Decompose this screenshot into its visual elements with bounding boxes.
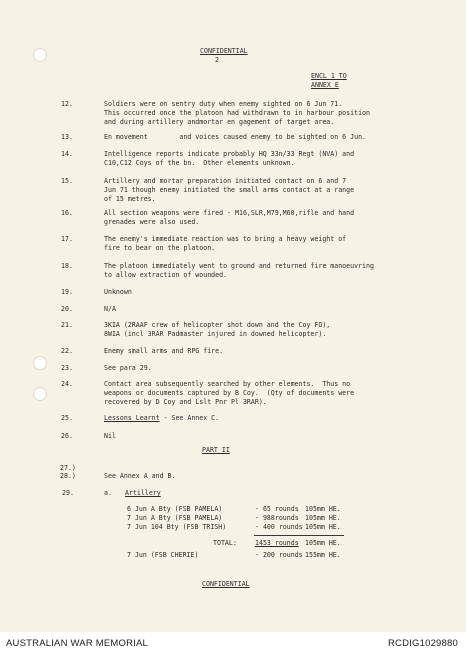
para-number: 14. <box>61 150 73 158</box>
para-line: Soldiers were on sentry duty when enemy sighted on 6 Jun 71. <box>104 100 343 108</box>
para-line: and during artillery andmortar en gagement of target area. <box>104 118 335 126</box>
para-number: 12. <box>61 100 73 108</box>
para-line: N/A <box>104 305 116 313</box>
para-line: of 15 metres. <box>104 195 156 203</box>
para-line: 8WIA (incl 3RAR Padmaster injured in downed helicopter). <box>104 330 327 338</box>
archive-reference: RCDIG1029880 <box>388 638 458 649</box>
para-line: recovered by D Coy and Lslt Pnr Pl 3RAR). <box>104 398 267 406</box>
para-line: Lessons Learnt - See Annex C. <box>104 414 220 422</box>
para-line: weapons or documents captured by B Coy. (Qty of documents were <box>104 389 355 397</box>
ammo-row-type: 105mm HE. <box>305 514 341 522</box>
para-number: 20. <box>61 305 73 313</box>
para-line: See para 29. <box>104 364 152 372</box>
para-line: Nil <box>104 432 116 440</box>
archive-name: AUSTRALIAN WAR MEMORIAL <box>6 638 149 649</box>
para-line: Enemy small arms and RPG fire. <box>104 347 224 355</box>
classification-top: CONFIDENTIAL <box>200 47 248 55</box>
ammo-row-rounds: - 988rounds <box>255 514 299 522</box>
para-number: 26. <box>61 432 73 440</box>
classification-bottom: CONFIDENTIAL <box>202 580 250 588</box>
para-number: 17. <box>61 235 73 243</box>
para-line: En movement and voices caused enemy to be sighted on 6 Jun. <box>104 133 367 141</box>
ammo-row-type: 155mm HE. <box>305 551 341 559</box>
punch-hole <box>33 356 47 370</box>
total-rule <box>254 535 344 536</box>
ammo-row-label: 7 Jun 104 Bty (FSB TRISH) <box>127 523 227 531</box>
para-line: C10,C12 Coys of the bn. Other elements unknown. <box>104 159 295 167</box>
para-line: Jun 71 though enemy initiated the small arms contact at a range <box>104 186 355 194</box>
para-line: 3KIA (2RAAF crew of helicopter shot down and the Coy FO), <box>104 321 331 329</box>
ammo-row-label: 7 Jun A Bty (FSB PAMELA) <box>127 514 223 522</box>
ammo-row-label: 6 Jun A Bty (FSB PAMELA) <box>127 505 223 513</box>
total-rounds: 1453 rounds <box>255 539 299 547</box>
part-heading: PART II <box>202 446 230 454</box>
para-number: 28.) <box>60 472 76 480</box>
sub-para-letter: a. <box>104 489 112 497</box>
para-number: 15. <box>61 177 73 185</box>
para-number: 24. <box>61 380 73 388</box>
para-line: Unknown <box>104 288 132 296</box>
page-number: 2 <box>215 56 219 64</box>
para-line: The platoon immediately went to ground and returned fire manoeuvring <box>104 262 374 270</box>
ammo-row-label: 7 Jun (FSB CHERIE) <box>127 551 199 559</box>
para-number: 22. <box>61 347 73 355</box>
para-number: 18. <box>61 262 73 270</box>
encl-label: ENCL 1 TO <box>311 72 347 80</box>
para-number: 19. <box>61 288 73 296</box>
ammo-row-type: 105mm HE. <box>305 523 341 531</box>
ammo-row-rounds: - 400 rounds <box>255 523 303 531</box>
punch-hole <box>33 387 47 401</box>
para-number: 27.) <box>60 464 76 472</box>
para-number: 29. <box>62 489 74 497</box>
para-number: 21. <box>61 321 73 329</box>
total-type: 105mm HE. <box>305 539 341 547</box>
punch-hole <box>33 48 47 62</box>
archive-footer <box>0 632 466 654</box>
para-line: fire to bear on the platoon. <box>104 244 216 252</box>
total-label: TOTAL: <box>213 539 237 547</box>
para-number: 23. <box>61 364 73 372</box>
ammo-row-rounds: - 65 rounds <box>255 505 299 513</box>
para-line: The enemy's immediate reaction was to bring a heavy weight of <box>104 235 347 243</box>
ammo-row-type: 105mm HE. <box>305 505 341 513</box>
annex-label: ANNEX E <box>311 81 339 89</box>
para-line: Contact area subsequently searched by other elements. Thus no <box>104 380 351 388</box>
para-number: 13. <box>61 133 73 141</box>
para-text: See Annex A and B. <box>104 472 176 480</box>
para-line: Intelligence reports indicate probably HQ 33n/33 Regt (NVA) and <box>104 150 355 158</box>
artillery-heading: Artillery <box>125 489 161 497</box>
para-line: This occurred once the platoon had withdrawn to in harbour position <box>104 109 370 117</box>
para-line: grenades were also used. <box>104 218 200 226</box>
para-number: 25. <box>61 414 73 422</box>
para-line: to allow extraction of wounded. <box>104 271 228 279</box>
para-line: All section weapons were fired - M16,SLR,M79,M60,rifle and hand <box>104 209 355 217</box>
para-line: Artillery and mortar preparation initiated contact on 6 and 7 <box>104 177 347 185</box>
para-number: 16. <box>61 209 73 217</box>
ammo-row-rounds: - 200 rounds <box>255 551 303 559</box>
